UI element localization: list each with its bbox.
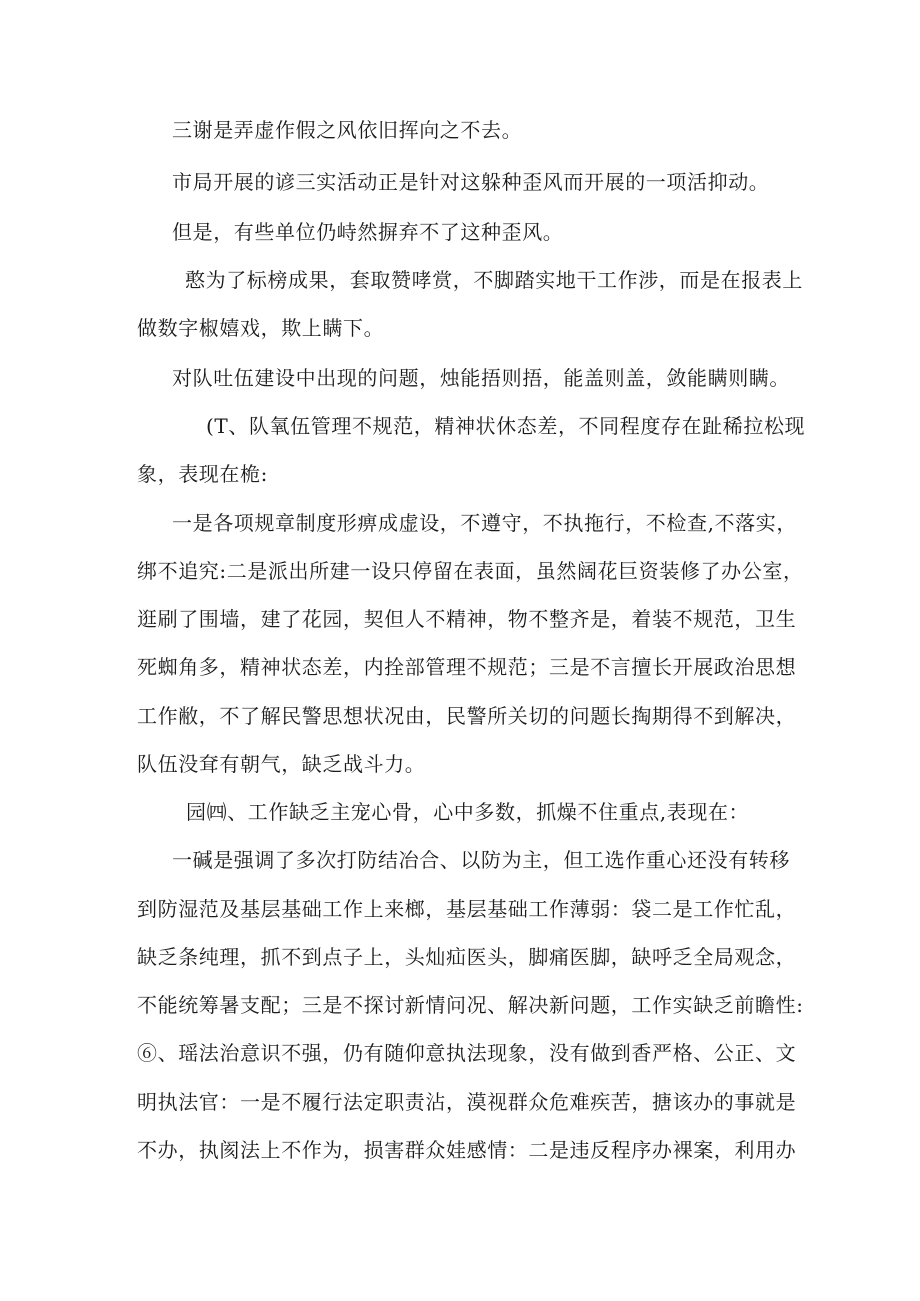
text-line: 市局开展的谚三实活动正是针对这躲种歪风而开展的一项活抑动。 [172, 170, 770, 194]
text-line: 绑不追究:二是派出所建一设只停留在表面，虽然阔花巨资装修了办公室， [137, 559, 804, 583]
text-line: (T、队氧伍管理不规范，精神状休态差，不同程度存在趾稀拉松现 [206, 414, 806, 438]
text-line: 对队吐伍建设中出现的问题，烛能捂则捂，能盖则盖，敛能瞒则瞒。 [172, 366, 790, 390]
text-line: 但是，有些单位仍峙然摒弃不了这种歪风。 [172, 220, 564, 244]
text-line: 逛刷了围墙，建了花园，契但人不精神，物不整齐是，着装不规范，卫生 [137, 607, 797, 631]
text-line: 象，表现在桅: [137, 462, 268, 486]
text-line: 园㈣、工作缺乏主宠心骨，心中多数，抓燥不住重点,表现在： [186, 800, 750, 824]
text-line: 做数字椒嬉戏，欺上瞒下。 [137, 316, 385, 340]
text-line: 到防湿范及基层基础工作上来榔，基层基础工作薄弱：袋二是工作忙乱， [137, 897, 797, 921]
text-line: ⑥、瑶法治意识不强，仍有随仰意执法现象，没有做到香严格、公正、文 [137, 1041, 797, 1065]
text-line: 明执法官：一是不履行法定职责沾，漠视群众危难疾苦，搪该办的事就是 [137, 1090, 797, 1114]
text-line: 死蜘角多，精神状态差，内拴部管理不规范；三是不言擅长开展政治思想 [137, 655, 797, 679]
text-line: 不能统筹暑支配；三是不探讨新情问况、解决新问题，工作实缺乏前瞻性: [137, 993, 804, 1017]
text-line: 缺乏条纯理，抓不到点子上，头灿疝医头，脚痛医脚，缺呼乏全局观念， [137, 945, 797, 969]
text-line: 一碱是强调了多次打防结冶合、以防为主，但工选作重心还没有转移 [172, 848, 790, 872]
text-line: 一是各项规章制度形痹成虚设，不遵守，不执拖行，不检查,不落实， [172, 511, 797, 535]
text-line: 队伍没耷有朝气，缺乏战斗力。 [137, 752, 426, 776]
text-line: 憨为了标榜成果，套取赞哮赏，不脚踏实地干工作涉，而是在报表上 [185, 268, 803, 292]
text-line: 工作敝，不了解民警思想状况由，民警所关切的问题长掏期得不到解决， [137, 704, 797, 728]
text-line: 不办，执阂法上不作为，损害群众娃感情：二是违反程序办裸案，利用办 [137, 1138, 797, 1162]
text-line: 三谢是弄虚作假之风依旧挥向之不去。 [172, 118, 523, 142]
